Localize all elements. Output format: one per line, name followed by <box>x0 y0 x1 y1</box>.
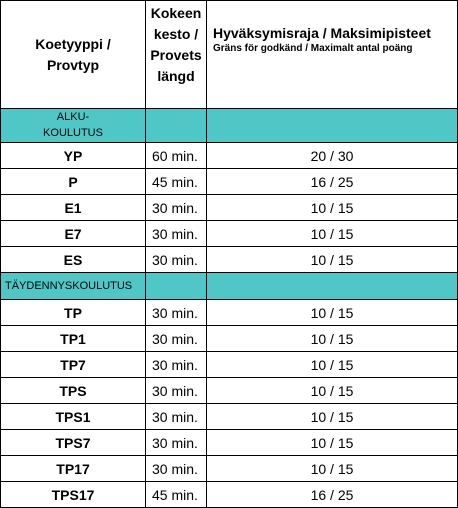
section-label-further-training: TÄYDENNYSKOULUTUS <box>1 273 146 300</box>
header-row <box>1 1 458 109</box>
table-row <box>1 378 458 404</box>
exam-score: 16 / 25 <box>207 169 458 195</box>
table-row <box>1 482 458 508</box>
table-row <box>1 352 458 378</box>
section-label-basic-line1: ALKU- <box>56 111 90 123</box>
exam-code: TPS1 <box>1 404 146 430</box>
exam-duration: 30 min. <box>146 352 207 378</box>
section-label-basic-line2: KOULUTUS <box>43 127 103 139</box>
exam-code: TPS7 <box>1 430 146 456</box>
exam-code: E7 <box>1 221 146 247</box>
table-row <box>1 326 458 352</box>
exam-code: TP <box>1 300 146 326</box>
table-row <box>1 169 458 195</box>
section-label-basic-training <box>1 109 146 143</box>
exam-duration: 30 min. <box>146 195 207 221</box>
section-cell-empty <box>146 109 207 143</box>
section-row-basic-training <box>1 109 458 143</box>
exam-duration: 30 min. <box>146 378 207 404</box>
exam-duration: 60 min. <box>146 143 207 169</box>
header-pass-limit-swedish: Gräns för godkänd / Maximalt antal poäng <box>213 43 413 54</box>
exam-duration: 30 min. <box>146 456 207 482</box>
exam-score: 10 / 15 <box>207 378 458 404</box>
exam-score: 10 / 15 <box>207 404 458 430</box>
exam-code: ES <box>1 247 146 273</box>
table-row <box>1 404 458 430</box>
exam-score: 10 / 15 <box>207 221 458 247</box>
exam-score: 20 / 30 <box>207 143 458 169</box>
header-pass-limit-finnish: Hyväksymisraja / Maksimipisteet <box>213 25 431 41</box>
header-duration <box>146 1 207 109</box>
exam-code: P <box>1 169 146 195</box>
exam-code: TP1 <box>1 326 146 352</box>
exam-duration: 30 min. <box>146 300 207 326</box>
exam-score: 16 / 25 <box>207 482 458 508</box>
exam-duration: 30 min. <box>146 404 207 430</box>
exam-duration: 30 min. <box>146 430 207 456</box>
table-row <box>1 143 458 169</box>
table-row <box>1 195 458 221</box>
table-row <box>1 430 458 456</box>
section-cell-empty <box>207 109 458 143</box>
header-duration-line3: Provets <box>150 47 202 63</box>
exam-duration: 30 min. <box>146 247 207 273</box>
exam-code: TPS <box>1 378 146 404</box>
exam-code: TP7 <box>1 352 146 378</box>
header-duration-line4: längd <box>157 68 195 84</box>
header-exam-type <box>1 1 146 109</box>
section-row-further-training <box>1 273 458 300</box>
header-duration-line2: kesto / <box>153 26 199 42</box>
exam-duration: 30 min. <box>146 326 207 352</box>
exam-code: TP17 <box>1 456 146 482</box>
exam-code: YP <box>1 143 146 169</box>
table-row <box>1 456 458 482</box>
exam-duration: 45 min. <box>146 482 207 508</box>
exam-duration: 30 min. <box>146 221 207 247</box>
table-row <box>1 300 458 326</box>
exam-code: TPS17 <box>1 482 146 508</box>
exam-score: 10 / 15 <box>207 326 458 352</box>
table-row <box>1 221 458 247</box>
exam-score: 10 / 15 <box>207 300 458 326</box>
header-duration-line1: Kokeen <box>150 5 202 21</box>
header-pass-limit <box>207 1 458 109</box>
exam-score: 10 / 15 <box>207 430 458 456</box>
exam-score: 10 / 15 <box>207 247 458 273</box>
exam-score: 10 / 15 <box>207 352 458 378</box>
exam-duration: 45 min. <box>146 169 207 195</box>
header-exam-type-line2: Provtyp <box>46 56 100 73</box>
section-cell-empty <box>207 273 458 300</box>
exam-code: E1 <box>1 195 146 221</box>
table-row <box>1 247 458 273</box>
exam-score: 10 / 15 <box>207 456 458 482</box>
header-exam-type-line1: Koetyyppi / <box>35 35 111 52</box>
section-cell-empty <box>146 273 207 300</box>
exam-score: 10 / 15 <box>207 195 458 221</box>
